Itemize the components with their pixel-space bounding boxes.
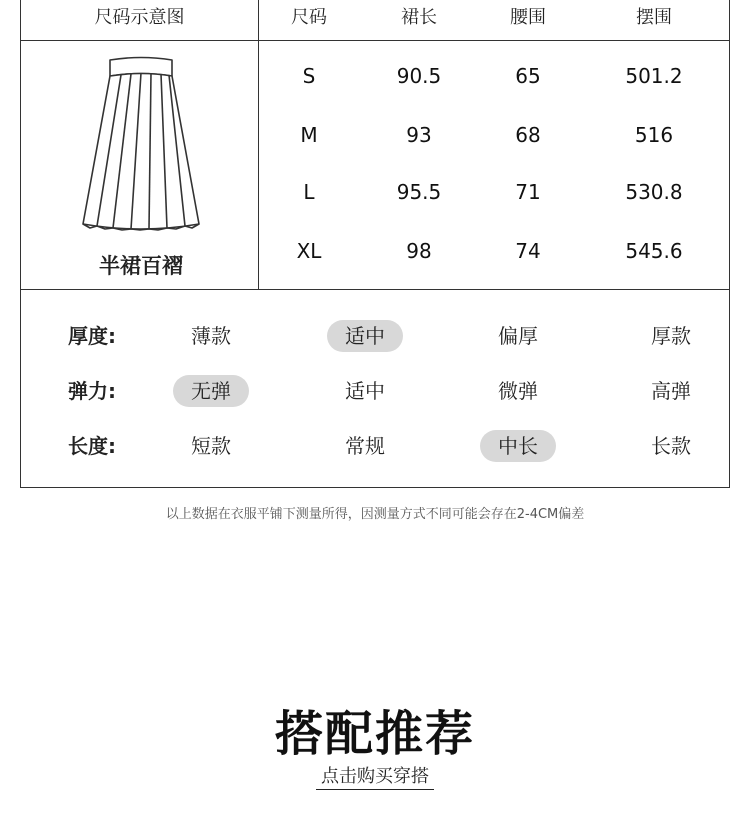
size-cell: XL bbox=[296, 239, 322, 263]
buy-outfit-link[interactable]: 点击购买穿搭 bbox=[316, 762, 434, 790]
option-pill: 常规 bbox=[345, 434, 385, 458]
header-diagram: 尺码示意图 bbox=[94, 7, 185, 28]
size-cell: L bbox=[303, 180, 315, 204]
option-pill: 中长 bbox=[480, 430, 556, 462]
hem-cell: 516 bbox=[634, 123, 674, 147]
length-cell: 90.5 bbox=[396, 64, 442, 88]
header-waist: 腰围 bbox=[510, 7, 546, 28]
waist-cell: 68 bbox=[515, 123, 541, 147]
length-cell: 95.5 bbox=[396, 180, 442, 204]
attribute-label: 弹力: bbox=[68, 379, 116, 403]
length-cell: 93 bbox=[406, 123, 432, 147]
option-pill: 偏厚 bbox=[498, 324, 538, 348]
length-cell: 98 bbox=[406, 239, 432, 263]
option-pill: 适中 bbox=[327, 320, 403, 352]
attribute-label: 长度: bbox=[68, 434, 116, 458]
pleated-skirt-illustration bbox=[79, 56, 203, 234]
option-pill: 厚款 bbox=[651, 324, 691, 348]
waist-cell: 65 bbox=[515, 64, 541, 88]
measurement-note: 以上数据在衣服平铺下测量所得，因测量方式不同可能会存在2-4CM偏差 bbox=[165, 507, 585, 522]
header-size: 尺码 bbox=[291, 7, 327, 28]
section-divider bbox=[21, 289, 729, 290]
hem-cell: 545.6 bbox=[625, 239, 683, 263]
hem-cell: 530.8 bbox=[625, 180, 683, 204]
option-pill: 无弹 bbox=[173, 375, 249, 407]
header-divider bbox=[21, 40, 729, 41]
waist-cell: 71 bbox=[515, 180, 541, 204]
option-pill: 长款 bbox=[651, 434, 691, 458]
diagram-caption: 半裙百褶 bbox=[99, 254, 183, 278]
attribute-label: 厚度: bbox=[68, 324, 116, 348]
hem-cell: 501.2 bbox=[625, 64, 683, 88]
option-pill: 高弹 bbox=[651, 379, 691, 403]
column-divider bbox=[258, 0, 259, 289]
header-length: 裙长 bbox=[401, 7, 437, 28]
size-cell: S bbox=[302, 64, 316, 88]
option-pill: 适中 bbox=[345, 379, 385, 403]
header-hem: 摆围 bbox=[636, 7, 672, 28]
option-pill: 微弹 bbox=[498, 379, 538, 403]
option-pill: 薄款 bbox=[191, 324, 231, 348]
option-pill: 短款 bbox=[191, 434, 231, 458]
recommend-title: 搭配推荐 bbox=[274, 706, 475, 762]
waist-cell: 74 bbox=[515, 239, 541, 263]
size-cell: M bbox=[300, 123, 318, 147]
size-chart-table bbox=[20, 0, 730, 488]
